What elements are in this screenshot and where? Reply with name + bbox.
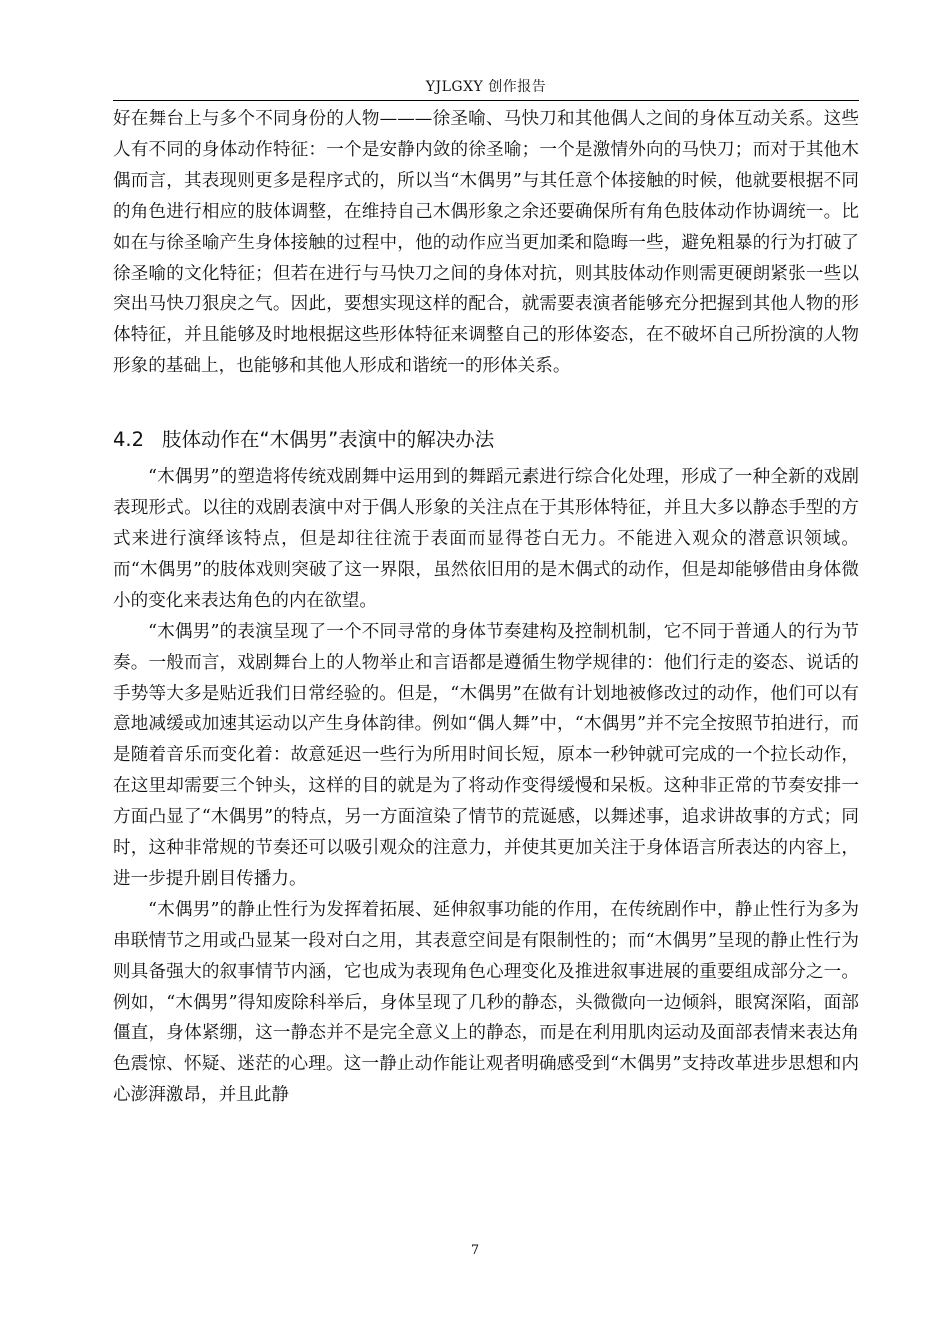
body-paragraph-1: “木偶男”的塑造将传统戏剧舞中运用到的舞蹈元素进行综合化处理，形成了一种全新的戏剧表现形式。以往的戏剧表演中对于偶人形象的关注点在于其形体特征，并且大多以静态手型的方式来进行演绎该特点，但是却往往流于表面而显得苍白无力。不能进入观众的潜意识领域。而“木偶男”的肢体戏则突破了这一界限，虽然依旧用的是木偶式的动作，但是却能够借由身体微小的变化来表达角色的内在欲望。 [113, 467, 859, 611]
body-paragraph-2: “木偶男”的表演呈现了一个不同寻常的身体节奏建构及控制机制，它不同于普通人的行为节奏。一般而言，戏剧舞台上的人物举止和言语都是遵循生物学规律的：他们行走的姿态、说话的手势等大多是贴近我们日常经验的。但是，“木偶男”在做有计划地被修改过的动作，他们可以有意地减缓或加速其运动以产生身体韵律。例如“偶人舞”中，“木偶男”并不完全按照节拍进行，而是随着音乐而变化着：故意延迟一些行为所用时间长短，原本一秒钟就可完成的一个拉长动作，在这里却需要三个钟头，这样的目的就是为了将动作变得缓慢和呆板。这种非正常的节奏安排一方面凸显了“木偶男”的特点，另一方面渲染了情节的荒诞感，以舞述事，追求讲故事的方式；同时，这种非常规的节奏还可以吸引观众的注意力，并使其更加关注于身体语言所表达的内容上，进一步提升剧目传播力。 [113, 621, 859, 889]
section-title: 肢体动作在“木偶男”表演中的解决办法 [162, 428, 495, 452]
page-header [113, 74, 859, 101]
body-paragraph-3: “木偶男”的静止性行为发挥着拓展、延伸叙事功能的作用，在传统剧作中，静止性行为多为串联情节之用或凸显某一段对白之用，其表意空间是有限制性的；而“木偶男”呈现的静止性行为则具备强大的叙事情节内涵，它也成为表现角色心理变化及推进叙事进展的重要组成部分之一。例如，“木偶男”得知废除科举后，身体呈现了几秒的静态，头微微向一边倾斜，眼窝深陷，面部僵直，身体紧绷，这一静态并不是完全意义上的静态，而是在利用肌肉运动及面部表情来表达角色震惊、怀疑、迷茫的心理。这一静止动作能让观者明确感受到“木偶男”支持改革进步思想和内心澎湃激昂，并且此静 [113, 899, 859, 1106]
section-number: 4.2 [113, 428, 145, 452]
page-number: 7 [470, 1243, 480, 1258]
page-content [113, 104, 859, 1111]
header-title: YJLGXY 创作报告 [425, 79, 547, 95]
section-heading [113, 425, 859, 455]
continuation-paragraph: 好在舞台上与多个不同身份的人物———徐圣喻、马快刀和其他偶人之间的身体互动关系。这些人有不同的身体动作特征：一个是安静内敛的徐圣喻；一个是激情外向的马快刀；而对于其他木偶而言，其表现则更多是程序式的，所以当“木偶男”与其任意个体接触的时候，他就要根据不同的角色进行相应的肢体调整，在维持自己木偶形象之余还要确保所有角色肢体动作协调统一。比如在与徐圣喻产生身体接触的过程中，他的动作应当更加柔和隐晦一些，避免粗暴的行为打破了徐圣喻的文化特征；但若在进行与马快刀之间的身体对抗，则其肢体动作则需更硬朗紧张一些以突出马快刀狠戾之气。因此，要想实现这样的配合，就需要表演者能够充分把握到其他人物的形体特征，并且能够及时地根据这些形体特征来调整自己的形体姿态，在不破坏自己所扮演的人物形象的基础上，也能够和其他人形成和谐统一的形体关系。 [113, 109, 859, 377]
